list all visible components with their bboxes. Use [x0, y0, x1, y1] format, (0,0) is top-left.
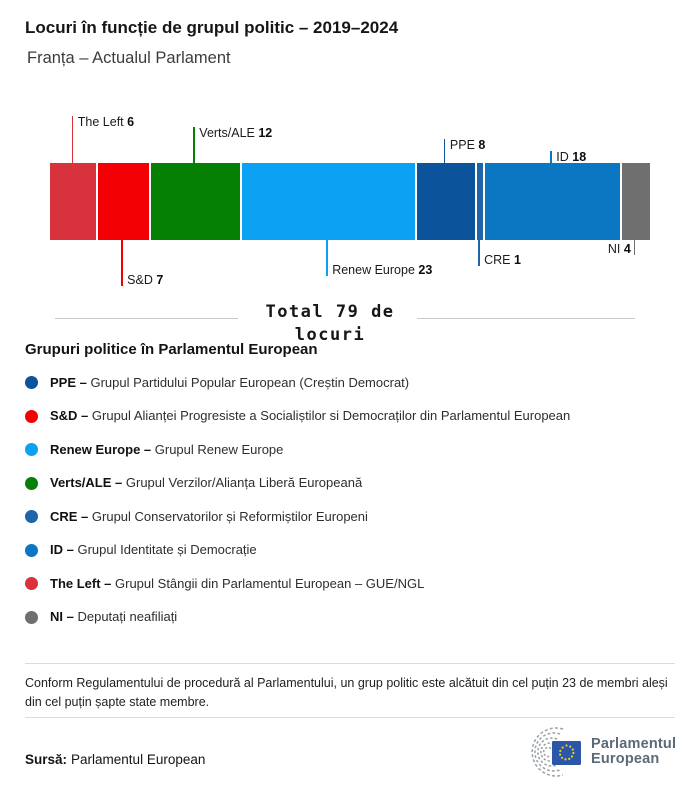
- legend-color-dot: [25, 577, 38, 590]
- bar-callout-ppe: [450, 138, 485, 152]
- bar-callout-cre: [484, 253, 521, 267]
- european-parliament-logo: [516, 724, 676, 780]
- legend-color-dot: [25, 376, 38, 389]
- legend-color-dot: [25, 611, 38, 624]
- legend-item-text: [50, 375, 409, 391]
- callout-group-name: Renew Europe: [332, 263, 419, 277]
- callout-line-ppe: [444, 139, 446, 163]
- legend-color-dot: [25, 443, 38, 456]
- divider-bottom: [25, 717, 675, 718]
- bar-segment-the-left[interactable]: [50, 163, 96, 240]
- legend-group-abbr: S&D –: [50, 408, 92, 424]
- divider-top: [25, 663, 675, 664]
- bar-segment-cre[interactable]: [475, 163, 483, 240]
- bar-segment-id[interactable]: [483, 163, 620, 240]
- bar-segment-renew-europe[interactable]: [240, 163, 415, 240]
- callout-line-the-left: [72, 116, 74, 163]
- legend-item: [25, 467, 685, 501]
- legend-group-abbr: ID –: [50, 542, 78, 558]
- legend-item-text: [50, 509, 368, 525]
- legend-group-desc: Grupul Alianței Progresiste a Socialiștilor si Democraților din Parlamentul European: [91, 408, 571, 424]
- legend-item: [25, 500, 685, 534]
- callout-seat-count: 12: [258, 126, 273, 140]
- bar-callout-id: [556, 150, 586, 164]
- callout-group-name: The Left: [77, 115, 128, 129]
- legend-item-text: [50, 609, 177, 625]
- legend-group-desc: Grupul Identitate și Democrație: [77, 542, 257, 558]
- footnote: Conform Regulamentului de procedură al Parlamentului, un grup politic este alcătuit din cel puțin 23 de membri aleși din cel puțin șapte state membre.: [25, 676, 668, 709]
- legend-item: [25, 433, 685, 467]
- bar-segment-s-d[interactable]: [96, 163, 149, 240]
- legend-item: [25, 400, 685, 434]
- chart-area: [50, 110, 650, 290]
- bar-callout-renew-europe: [332, 263, 432, 277]
- page-subtitle: Franța – Actualul Parlament: [27, 49, 231, 67]
- total-seats-line2: locuri: [294, 325, 366, 345]
- legend-group-desc: Grupul Conservatorilor și Reformiștilor Europeni: [91, 508, 368, 524]
- callout-seat-count: 18: [572, 150, 587, 164]
- callout-seat-count: 8: [478, 138, 486, 152]
- source-line: [25, 752, 205, 767]
- legend-item: [25, 534, 685, 568]
- logo-wordmark: [591, 737, 676, 768]
- callout-group-name: ID: [556, 150, 573, 164]
- callout-group-name: S&D: [127, 273, 157, 287]
- callout-group-name: NI: [607, 242, 624, 256]
- callout-line-ni: [634, 240, 636, 255]
- legend-color-dot: [25, 510, 38, 523]
- legend-heading: Grupuri politice în Parlamentul European: [25, 341, 318, 358]
- legend-color-dot: [25, 544, 38, 557]
- callout-seat-count: 6: [127, 115, 135, 129]
- bar-callout-ni: [608, 242, 631, 256]
- legend-group-abbr: NI –: [50, 609, 78, 625]
- legend-item-text: [50, 576, 424, 592]
- legend-group-abbr: The Left –: [50, 575, 116, 591]
- callout-group-name: CRE: [484, 253, 514, 267]
- stacked-bar: [50, 163, 650, 240]
- legend-group-desc: Grupul Partidului Popular European (Creștin Democrat): [90, 374, 410, 390]
- hemicycle-eu-flag-icon: [516, 724, 584, 780]
- legend-item-text: [50, 542, 257, 558]
- legend-group-abbr: Renew Europe –: [50, 441, 155, 457]
- callout-line-renew-europe: [326, 240, 328, 276]
- callout-seat-count: 7: [156, 273, 164, 287]
- bar-callout-the-left: [78, 115, 134, 129]
- callout-line-cre: [478, 240, 480, 266]
- total-divider-right: [417, 318, 635, 319]
- legend-item: [25, 601, 685, 635]
- bar-callout-verts-ale: [199, 126, 272, 140]
- legend-item: [25, 567, 685, 601]
- legend-group-desc: Grupul Verzilor/Alianța Liberă Europeană: [125, 475, 363, 491]
- callout-line-verts-ale: [193, 127, 195, 163]
- bar-callout-s-d: [127, 273, 163, 287]
- total-seats-line1: Total 79 de: [265, 302, 395, 322]
- legend-list: [25, 366, 685, 634]
- callout-line-id: [550, 151, 552, 163]
- legend-group-abbr: PPE –: [50, 374, 91, 390]
- bar-segment-ppe[interactable]: [415, 163, 476, 240]
- source-text: Parlamentul European: [71, 752, 206, 767]
- legend-group-desc: Grupul Renew Europe: [154, 441, 284, 457]
- callout-group-name: Verts/ALE: [199, 126, 259, 140]
- legend-group-desc: Deputați neafiliați: [77, 609, 178, 625]
- page-title: Locuri în funcție de grupul politic – 2019–2024: [25, 18, 399, 37]
- legend-item-text: [50, 442, 283, 458]
- legend-color-dot: [25, 477, 38, 490]
- source-label: Sursă:: [25, 752, 68, 767]
- legend-group-abbr: Verts/ALE –: [50, 475, 126, 491]
- legend-group-desc: Grupul Stângii din Parlamentul European – GUE/NGL: [115, 575, 425, 591]
- legend-item-text: [50, 408, 570, 424]
- callout-seat-count: 4: [623, 242, 631, 256]
- logo-line2: European: [591, 751, 660, 767]
- callout-group-name: PPE: [449, 138, 479, 152]
- bar-segment-ni[interactable]: [620, 163, 650, 240]
- legend-item: [25, 366, 685, 400]
- legend-group-abbr: CRE –: [50, 508, 92, 524]
- logo-line1: Parlamentul: [591, 735, 677, 752]
- callout-seat-count: 1: [513, 253, 521, 267]
- bar-segment-verts-ale[interactable]: [149, 163, 240, 240]
- callout-seat-count: 23: [418, 263, 433, 277]
- legend-color-dot: [25, 410, 38, 423]
- total-divider-left: [55, 318, 238, 319]
- callout-line-s-d: [121, 240, 123, 286]
- legend-item-text: [50, 475, 362, 491]
